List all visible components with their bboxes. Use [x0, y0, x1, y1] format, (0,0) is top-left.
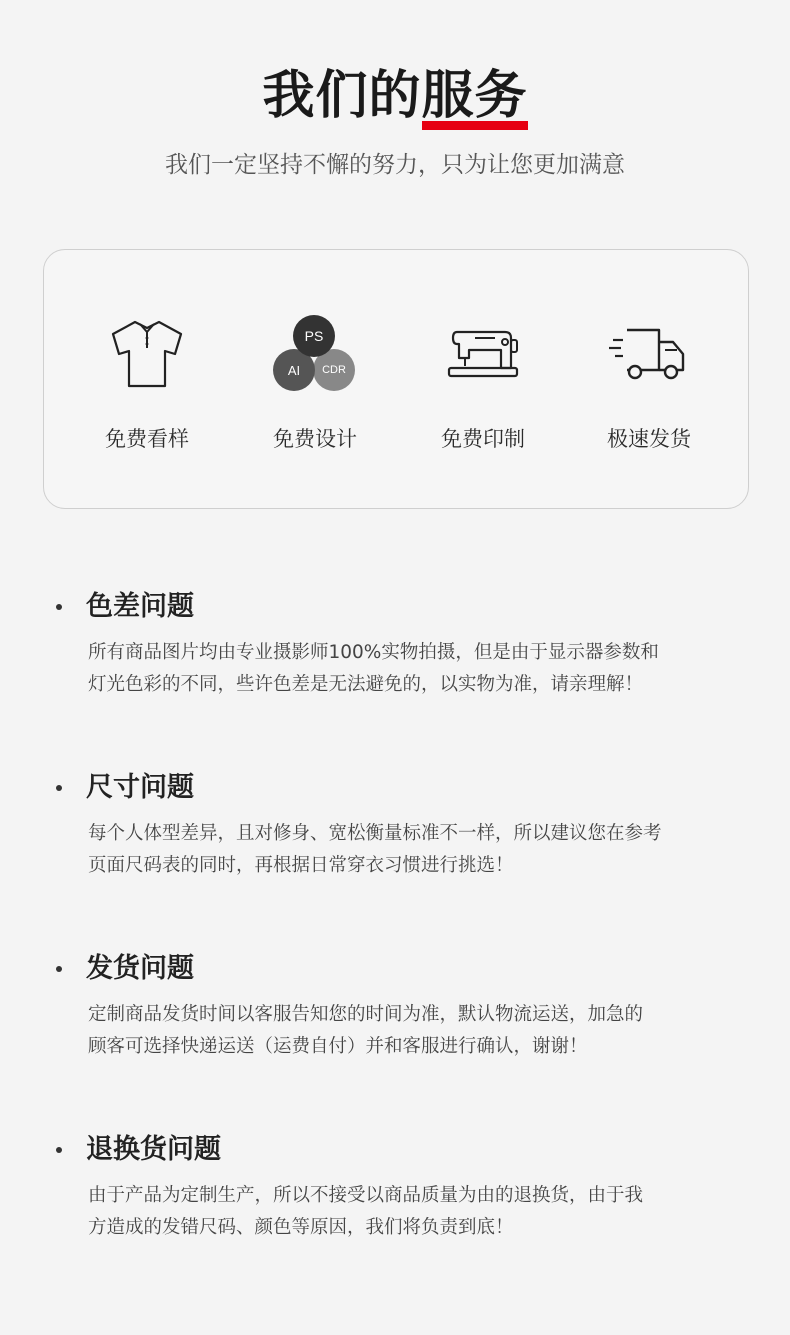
service-label: 免费看样 [105, 427, 189, 451]
title-highlight: 服务 [422, 60, 528, 132]
polo-shirt-icon [107, 318, 187, 390]
service-label: 极速发货 [607, 427, 691, 451]
bullet-dot [56, 966, 62, 972]
page-title [0, 60, 790, 132]
design-software-icon [273, 315, 357, 393]
section-body: 每个人体型差异，且对修身、宽松衡量标准不一样，所以建议您在参考 页面尺码表的同时，再根据日常穿衣习惯进行挑选！ [88, 823, 662, 876]
section-heading: 退换货问题 [56, 1130, 746, 1170]
delivery-truck-icon [609, 322, 689, 386]
bullet-dot [56, 785, 62, 791]
section-heading: 色差问题 [56, 587, 746, 627]
service-label: 免费印制 [441, 427, 525, 451]
service-free-design [230, 312, 400, 454]
section-color-difference [56, 587, 746, 701]
section-heading: 尺寸问题 [56, 768, 746, 808]
section-body: 所有商品图片均由专业摄影师100%实物拍摄，但是由于显示器参数和 灯光色彩的不同，些许色差是无法避免的，以实物为准，请亲理解！ [88, 642, 659, 695]
bullet-dot [56, 1147, 62, 1153]
services-card [43, 249, 749, 509]
ps-badge: PS [304, 328, 324, 344]
section-shipping [56, 949, 746, 1063]
service-free-sample [62, 312, 232, 454]
sewing-machine-icon [445, 322, 521, 386]
section-body: 由于产品为定制生产，所以不接受以商品质量为由的退换货，由于我 方造成的发错尺码、颜色等原因，我们将负责到底！ [88, 1185, 644, 1238]
section-body: 定制商品发货时间以客服告知您的时间为准，默认物流运送，加急的 顾客可选择快递运送（运费自付）并和客服进行确认，谢谢！ [88, 1004, 644, 1057]
service-fast-delivery [564, 312, 734, 454]
service-free-print [398, 312, 568, 454]
bullet-dot [56, 604, 62, 610]
section-heading: 发货问题 [56, 949, 746, 989]
section-size [56, 768, 746, 882]
page-subtitle: 我们一定坚持不懈的努力，只为让您更加满意 [165, 152, 625, 178]
ai-badge: AI [287, 362, 301, 378]
cdr-badge: CDR [322, 364, 346, 376]
service-label: 免费设计 [273, 427, 357, 451]
title-plain: 我们的 [262, 66, 422, 126]
section-returns [56, 1130, 746, 1244]
